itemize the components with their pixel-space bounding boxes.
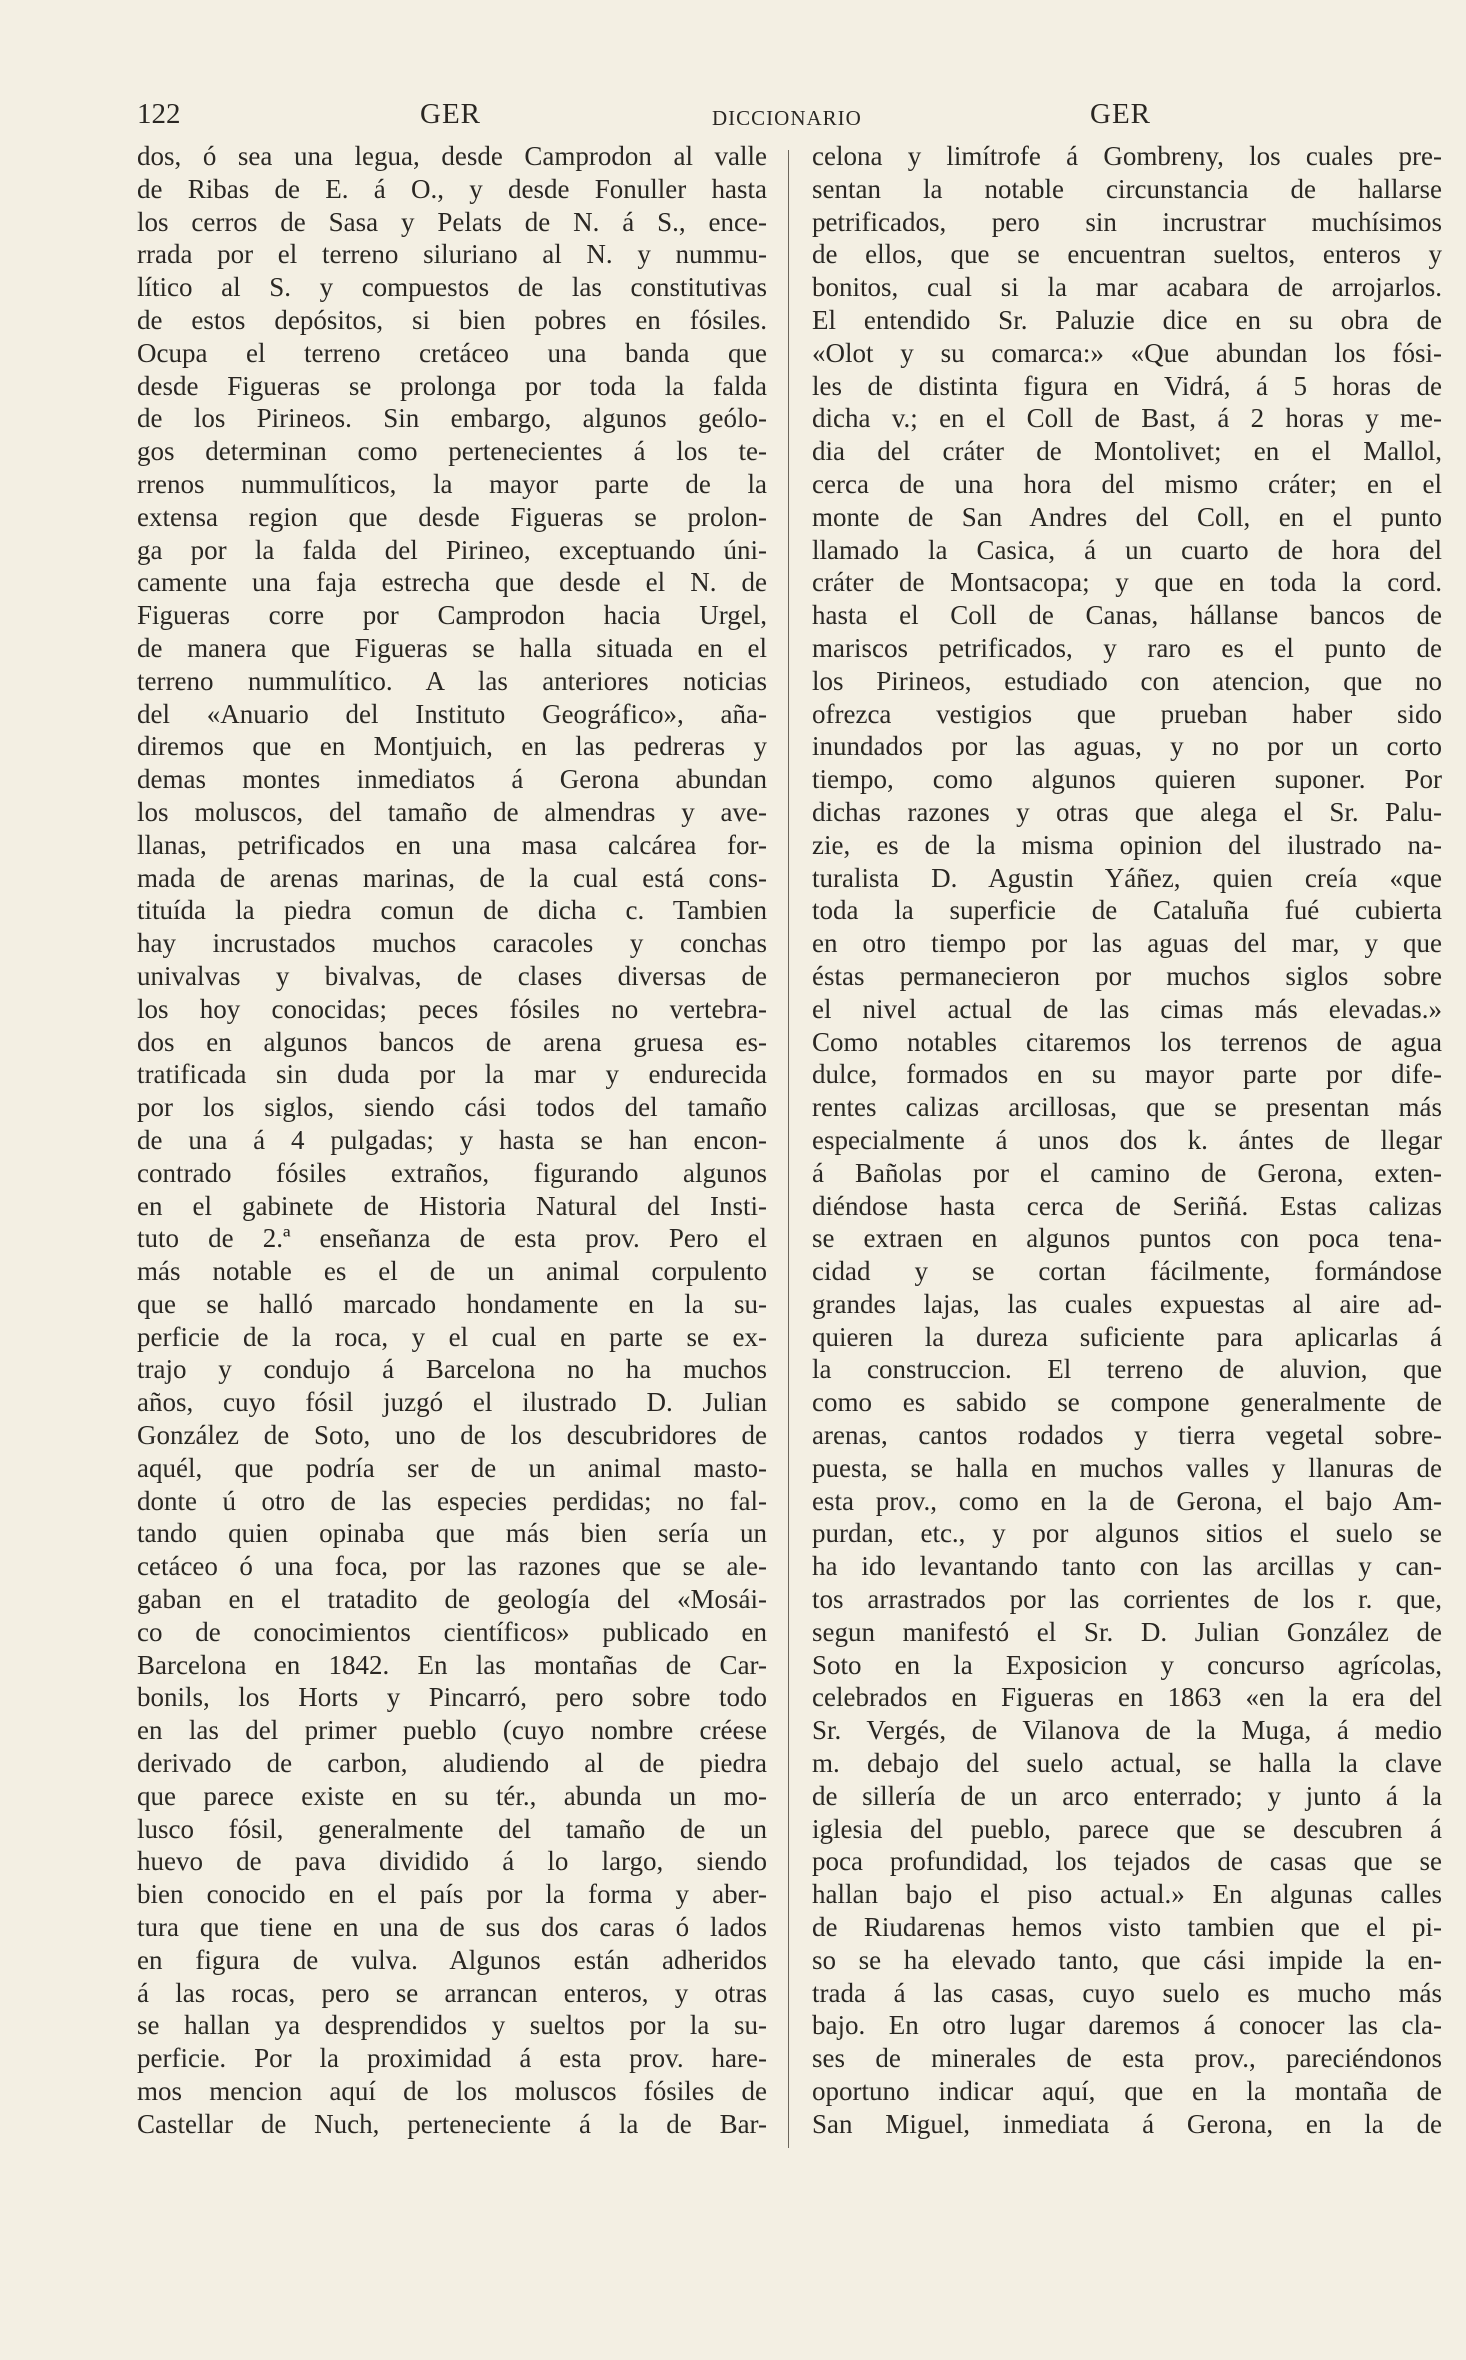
text-line: como es sabido se compone generalmente de [812, 1387, 1442, 1418]
text-line: celona y limítrofe á Gombreny, los cuales pre- [812, 141, 1442, 171]
text-line: huevo de pava dividido á lo largo, siendo [137, 1846, 767, 1877]
text-line: á Bañolas por el camino de Gerona, exten- [812, 1157, 1442, 1188]
headword-right: GER [1090, 98, 1151, 130]
text-line: oportuno indicar aquí, que en la montaña de [812, 2076, 1442, 2107]
text-line: segun manifestó el Sr. D. Julian González de [812, 1616, 1442, 1647]
text-line: so se ha elevado tanto, que cási impide la en- [812, 1944, 1442, 1975]
text-line: tuto de 2.ª enseñanza de esta prov. Pero el [137, 1223, 767, 1254]
text-line: cetáceo ó una foca, por las razones que se ale- [137, 1551, 767, 1582]
text-line: se extraen en algunos puntos con poca tena- [812, 1223, 1442, 1254]
text-line: de ellos, que se encuentran sueltos, enteros y [812, 239, 1442, 270]
text-line: llamado la Casica, á un cuarto de hora del [812, 534, 1442, 565]
text-line: ses de minerales de esta prov., pareciéndonos [812, 2043, 1442, 2074]
text-line: ha ido levantando tanto con las arcillas y can- [812, 1551, 1442, 1582]
text-line: mada de arenas marinas, de la cual está cons- [137, 862, 767, 893]
text-line: mos mencion aquí de los moluscos fósiles de [137, 2076, 767, 2107]
text-line: los cerros de Sasa y Pelats de N. á S., ence- [137, 206, 767, 237]
text-line: zie, es de la misma opinion del ilustrado na- [812, 829, 1442, 860]
text-line: diéndose hasta cerca de Seriñá. Estas calizas [812, 1190, 1442, 1221]
text-line: que parece existe en su tér., abunda un mo- [137, 1780, 767, 1811]
text-line: monte de San Andres del Coll, en el punto [812, 501, 1442, 532]
text-line: trajo y condujo á Barcelona no ha muchos [137, 1354, 767, 1385]
text-line: trada á las casas, cuyo suelo es mucho más [812, 1977, 1442, 2008]
text-line: el nivel actual de las cimas más elevadas.» [812, 993, 1442, 1024]
headword-left: GER [420, 98, 481, 130]
text-line: rrada por el terreno siluriano al N. y nummu- [137, 239, 767, 270]
text-line: terreno nummulítico. A las anteriores noticias [137, 665, 767, 696]
text-line: inundados por las aguas, y no por un corto [812, 731, 1442, 762]
text-line: á las rocas, pero se arrancan enteros, y otras [137, 1977, 767, 2008]
text-line: contrado fósiles extraños, figurando algunos [137, 1157, 767, 1188]
text-line: perficie de la roca, y el cual en parte se ex- [137, 1321, 767, 1352]
text-line: univalvas y bivalvas, de clases diversas de [137, 960, 767, 991]
text-line: dulce, formados en su mayor parte por dife- [812, 1059, 1442, 1090]
text-line: perficie. Por la proximidad á esta prov. hare- [137, 2043, 767, 2074]
running-title: DICCIONARIO [712, 106, 862, 130]
text-line: rentes calizas arcillosas, que se presentan más [812, 1092, 1442, 1123]
text-line: dos, ó sea una legua, desde Camprodon al valle [137, 141, 767, 171]
text-line: la construccion. El terreno de aluvion, que [812, 1354, 1442, 1385]
text-line: hasta el Coll de Canas, hállanse bancos de [812, 600, 1442, 631]
text-line: extensa region que desde Figueras se prolon- [137, 501, 767, 532]
text-line: gaban en el tratadito de geología del «Mosái- [137, 1584, 767, 1615]
text-line: tura que tiene en una de sus dos caras ó lados [137, 1912, 767, 1943]
text-line: tando quien opinaba que más bien sería un [137, 1518, 767, 1549]
text-line: Como notables citaremos los terrenos de agua [812, 1026, 1442, 1057]
text-line: purdan, etc., y por algunos sitios el suelo se [812, 1518, 1442, 1549]
text-line: diremos que en Montjuich, en las pedreras y [137, 731, 767, 762]
text-line: co de conocimientos científicos» publicado en [137, 1616, 767, 1647]
text-line: desde Figueras se prolonga por toda la falda [137, 370, 767, 401]
text-line: m. debajo del suelo actual, se halla la clave [812, 1748, 1442, 1779]
text-line: «Olot y su comarca:» «Que abundan los fósi- [812, 337, 1442, 368]
text-line: grandes lajas, las cuales expuestas al aire ad- [812, 1288, 1442, 1319]
text-line: poca profundidad, los tejados de casas que se [812, 1846, 1442, 1877]
text-line: bonils, los Horts y Pincarró, pero sobre todo [137, 1682, 767, 1713]
text-line: dicha v.; en el Coll de Bast, á 2 horas y me- [812, 403, 1442, 434]
text-line: dia del cráter de Montolivet; en el Mallol, [812, 436, 1442, 467]
text-line: arenas, cantos rodados y tierra vegetal sobre- [812, 1420, 1442, 1451]
text-line: en las del primer pueblo (cuyo nombre créese [137, 1715, 767, 1746]
text-line: en otro tiempo por las aguas del mar, y que [812, 928, 1442, 959]
text-line: hay incrustados muchos caracoles y conchas [137, 928, 767, 959]
text-line: demas montes inmediatos á Gerona abundan [137, 764, 767, 795]
text-line: quieren la dureza suficiente para aplicarlas á [812, 1321, 1442, 1352]
text-line: los Pirineos, estudiado con atencion, que no [812, 665, 1442, 696]
text-line: aquél, que podría ser de un animal masto- [137, 1452, 767, 1483]
text-line: Ocupa el terreno cretáceo una banda que [137, 337, 767, 368]
text-line: Sr. Vergés, de Vilanova de la Muga, á medio [812, 1715, 1442, 1746]
text-line: esta prov., como en la de Gerona, el bajo Am- [812, 1485, 1442, 1516]
text-line: turalista D. Agustin Yáñez, quien creía «que [812, 862, 1442, 893]
text-line: de Riudarenas hemos visto tambien que el pi- [812, 1912, 1442, 1943]
text-line: dos en algunos bancos de arena gruesa es- [137, 1026, 767, 1057]
text-line: gos determinan como pertenecientes á los te- [137, 436, 767, 467]
text-line: lítico al S. y compuestos de las constitutivas [137, 272, 767, 303]
text-line: tratificada sin duda por la mar y endurecida [137, 1059, 767, 1090]
text-line: ofrezca vestigios que prueban haber sido [812, 698, 1442, 729]
text-line: en el gabinete de Historia Natural del Insti- [137, 1190, 767, 1221]
text-line: camente una faja estrecha que desde el N. de [137, 567, 767, 598]
text-line: bajo. En otro lugar daremos á conocer las cla- [812, 2010, 1442, 2041]
text-line: se hallan ya desprendidos y sueltos por la su- [137, 2010, 767, 2041]
text-line: Soto en la Exposicion y concurso agrícolas, [812, 1649, 1442, 1680]
text-line: donte ú otro de las especies perdidas; no fal- [137, 1485, 767, 1516]
text-line: celebrados en Figueras en 1863 «en la era del [812, 1682, 1442, 1713]
page-number: 122 [137, 98, 181, 130]
text-line: ga por la falda del Pirineo, exceptuando úni- [137, 534, 767, 565]
text-line: éstas permanecieron por muchos siglos sobre [812, 960, 1442, 991]
text-line: tiempo, como algunos quieren suponer. Por [812, 764, 1442, 795]
column-divider [788, 150, 789, 2148]
text-line: bonitos, cual si la mar acabara de arrojarlos. [812, 272, 1442, 303]
text-line: puesta, se halla en muchos valles y llanuras de [812, 1452, 1442, 1483]
text-line: sentan la notable circunstancia de hallarse [812, 173, 1442, 204]
text-line: Barcelona en 1842. En las montañas de Car- [137, 1649, 767, 1680]
text-line: de manera que Figueras se halla situada en el [137, 632, 767, 663]
text-line: en figura de vulva. Algunos están adheridos [137, 1944, 767, 1975]
text-line: San Miguel, inmediata á Gerona, en la de [812, 2108, 1442, 2139]
text-line: derivado de carbon, aludiendo al de piedra [137, 1748, 767, 1779]
text-line: de una á 4 pulgadas; y hasta se han encon- [137, 1124, 767, 1155]
text-line: tituída la piedra comun de dicha c. Tambien [137, 895, 767, 926]
left-column [137, 140, 767, 2160]
text-line: petrificados, pero sin incrustrar muchísimos [812, 206, 1442, 237]
text-line: bien conocido en el país por la forma y aber- [137, 1879, 767, 1910]
text-line: mariscos petrificados, y raro es el punto de [812, 632, 1442, 663]
text-line: dichas razones y otras que alega el Sr. Palu- [812, 796, 1442, 827]
text-line: llanas, petrificados en una masa calcárea for- [137, 829, 767, 860]
text-line: de Ribas de E. á O., y desde Fonuller hasta [137, 173, 767, 204]
text-line: tos arrastrados por las corrientes de los r. que, [812, 1584, 1442, 1615]
text-line: iglesia del pueblo, parece que se descubren á [812, 1813, 1442, 1844]
text-line: más notable es el de un animal corpulento [137, 1256, 767, 1287]
text-line: les de distinta figura en Vidrá, á 5 horas de [812, 370, 1442, 401]
page-header [0, 98, 1466, 138]
text-line: los moluscos, del tamaño de almendras y ave- [137, 796, 767, 827]
text-line: por los siglos, siendo cási todos del tamaño [137, 1092, 767, 1123]
text-line: cráter de Montsacopa; y que en toda la cord. [812, 567, 1442, 598]
right-column [812, 140, 1442, 2160]
text-line: lusco fósil, generalmente del tamaño de un [137, 1813, 767, 1844]
text-line: toda la superficie de Cataluña fué cubierta [812, 895, 1442, 926]
text-line: años, cuyo fósil juzgó el ilustrado D. Julian [137, 1387, 767, 1418]
text-line: los hoy conocidas; peces fósiles no vertebra- [137, 993, 767, 1024]
text-line: cerca de una hora del mismo cráter; en el [812, 468, 1442, 499]
text-line: que se halló marcado hondamente en la su- [137, 1288, 767, 1319]
text-line: del «Anuario del Instituto Geográfico», aña- [137, 698, 767, 729]
text-line: González de Soto, uno de los descubridores de [137, 1420, 767, 1451]
text-line: especialmente á unos dos k. ántes de llegar [812, 1124, 1442, 1155]
text-line: Castellar de Nuch, perteneciente á la de Bar- [137, 2108, 767, 2139]
text-line: Figueras corre por Camprodon hacia Urgel, [137, 600, 767, 631]
text-line: El entendido Sr. Paluzie dice en su obra de [812, 304, 1442, 335]
text-line: de los Pirineos. Sin embargo, algunos geólo- [137, 403, 767, 434]
text-line: de sillería de un arco enterrado; y junto á la [812, 1780, 1442, 1811]
text-line: rrenos nummulíticos, la mayor parte de la [137, 468, 767, 499]
text-line: hallan bajo el piso actual.» En algunas calles [812, 1879, 1442, 1910]
text-line: de estos depósitos, si bien pobres en fósiles. [137, 304, 767, 335]
text-line: cidad y se cortan fácilmente, formándose [812, 1256, 1442, 1287]
